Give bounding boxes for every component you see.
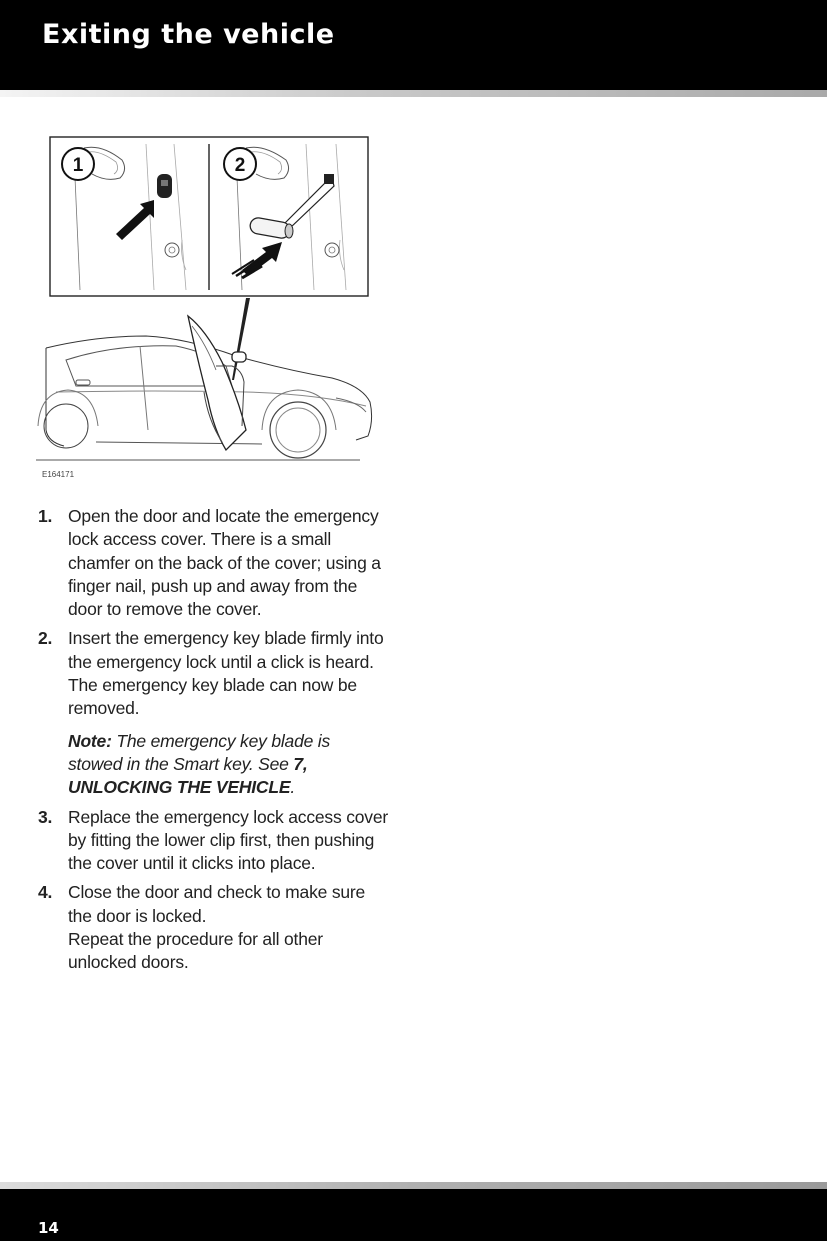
step-4-number: 4.: [38, 882, 53, 903]
page-title: Exiting the vehicle: [42, 19, 335, 50]
step-1-text: Open the door and locate the emergency lock access cover. There is a small chamfer on the back of the cover; using a finger nail, push up and away from the door to remove the cover.: [68, 506, 381, 620]
footer-divider: [0, 1182, 827, 1189]
callout-1-label: 1: [72, 155, 84, 176]
step-2-note: [68, 730, 388, 800]
callout-2-label: 2: [234, 155, 246, 176]
page-header: [0, 0, 827, 90]
step-3-number: 3.: [38, 806, 53, 827]
step-4-extra-text: Repeat the procedure for all other unlocked doors.: [68, 929, 323, 973]
step-3: [38, 806, 388, 876]
emergency-lock-illustration: [36, 130, 386, 490]
cover-chamfer: [161, 180, 168, 186]
step-4: [38, 881, 388, 974]
note-end: .: [290, 777, 296, 798]
open-front-door: [188, 316, 246, 450]
procedure-steps: [38, 505, 388, 981]
step-2-text: Insert the emergency key blade firmly into the emergency lock until a click is heard. The emergency key blade can now be removed.: [68, 628, 384, 719]
figure-reference-code: E164171: [42, 470, 75, 479]
step-1: [38, 505, 388, 621]
illustration-drawing: [36, 130, 386, 470]
header-divider: [0, 90, 827, 97]
step-1-number: 1.: [38, 506, 53, 526]
note-label: Note:: [68, 730, 112, 751]
note-cross-reference-link[interactable]: 7, UNLOCKING THE VEHICLE: [68, 753, 308, 798]
page-footer: [0, 1189, 827, 1241]
page-number: 14: [38, 1219, 59, 1237]
step-3-text: Replace the emergency lock access cover by fitting the lower clip first, then pushing the cover until it clicks into place.: [68, 806, 388, 874]
step-2: [38, 627, 388, 799]
step-2-number: 2.: [38, 628, 53, 649]
note-text: The emergency key blade is stowed in the Smart key. See: [68, 730, 331, 774]
step-4-text: Close the door and check to make sure the door is locked.: [68, 882, 366, 926]
